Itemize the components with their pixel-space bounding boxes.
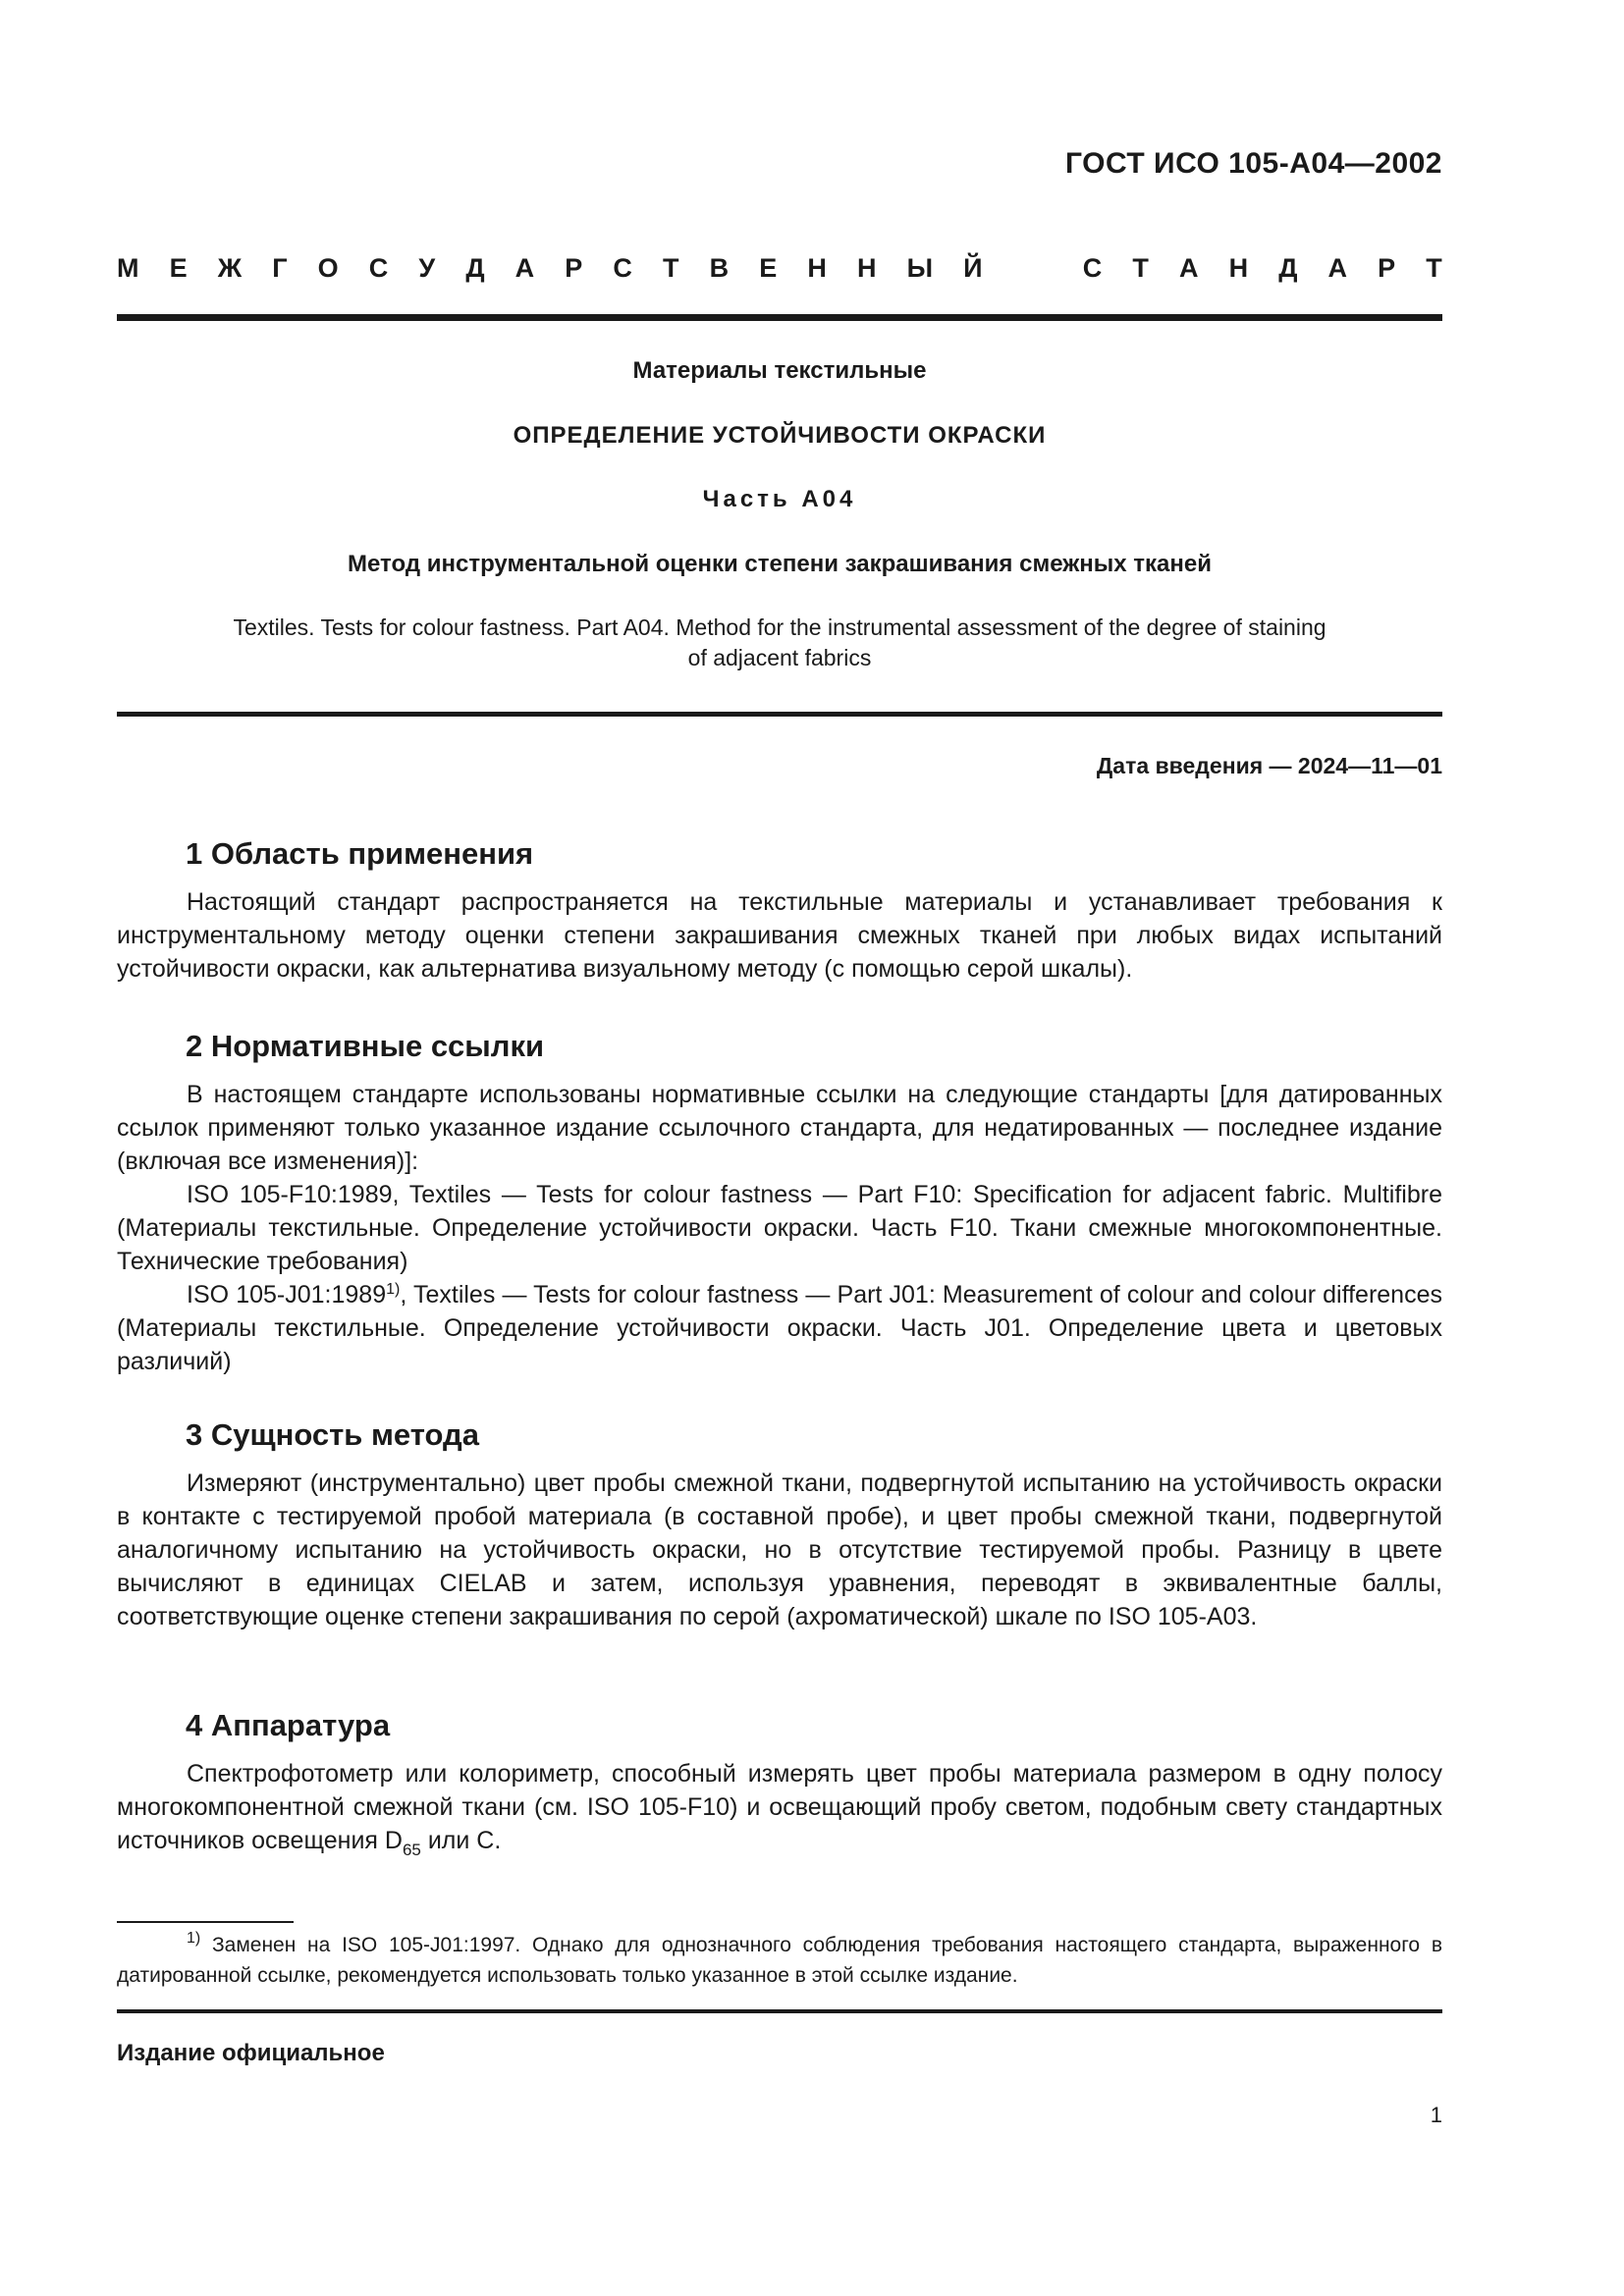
heading-letter: С xyxy=(368,253,389,283)
document-page xyxy=(117,0,1442,2296)
section-title: 3 Сущность метода xyxy=(186,1417,479,1452)
heading-letter: Г xyxy=(272,253,288,283)
reference-code: ISO 105-J01:1989 xyxy=(187,1281,387,1308)
introduction-date: Дата введения — 2024—11—01 xyxy=(1096,753,1442,778)
heading-letter: М xyxy=(117,253,139,283)
heading-letter: Д xyxy=(1278,253,1298,283)
heading-letter: Ж xyxy=(217,253,243,283)
heading-letter: Т xyxy=(1132,253,1149,283)
section-title: 2 Нормативные ссылки xyxy=(186,1029,545,1063)
heading-letter: С xyxy=(1082,253,1103,283)
heading-letter: Н xyxy=(856,253,877,283)
section-paragraph: Настоящий стандарт распространяется на текстильные материалы и устанавливает требования к инструментальному методу оценки степени закрашивания смежных тканей при любых видах испытаний устойчивости окраски, как альтернатива визуальному методу (с помощью серой шкалы). xyxy=(117,888,1442,983)
section-paragraph: В настоящем стандарте использованы нормативные ссылки на следующие стандарты [для датированных ссылок применяют только указанное издание ссылочного стандарта, для недатированных — последнее издание (включая все изменения)]: xyxy=(117,1081,1442,1175)
page-number: 1 xyxy=(1430,2103,1442,2127)
heading-letter: А xyxy=(514,253,535,283)
title-english-line2: of adjacent fabrics xyxy=(687,645,872,670)
paragraph-text: Спектрофотометр или колориметр, способный измерять цвет пробы материала размером в одну полосу многокомпонентной смежной ткани (см. ISO 105-F10) и освещающий пробу светом, подобным свету стандартных источников освещения D xyxy=(117,1760,1442,1854)
footer-rule xyxy=(117,2009,1442,2013)
heading-letter: Е xyxy=(169,253,188,283)
heading-letter: Т xyxy=(663,253,679,283)
paragraph-text-end: или C. xyxy=(420,1827,502,1854)
section-apparatus xyxy=(117,1708,1442,1857)
heading-letter: Н xyxy=(807,253,827,283)
footnote-text: Заменен на ISO 105-J01:1997. Однако для однозначного соблюдения требования настоящего стандарта, выраженного в датированной ссылке, рекомендуется использовать только указанное в этой ссылке издание. xyxy=(117,1934,1442,1987)
reference-iso-j01 xyxy=(117,1278,1442,1378)
title-part: Часть A04 xyxy=(702,486,857,512)
footnote-separator xyxy=(117,1921,294,1923)
heading-word-gap xyxy=(1013,253,1053,284)
standard-designation: ГОСТ ИСО 105-A04—2002 xyxy=(1065,147,1442,180)
heading-letter: Р xyxy=(1378,253,1396,283)
section-normative-references xyxy=(117,1029,1442,1378)
reference-iso-f10: ISO 105-F10:1989, Textiles — Tests for colour fastness — Part F10: Specification for adjacent fabric. Multifibre (Материалы текстильные. Определение устойчивости окраски. Часть F10. Ткани смежные многокомпонентные. Технические требования) xyxy=(117,1181,1442,1275)
section-title: 4 Аппаратура xyxy=(186,1708,391,1742)
heading-letter: Й xyxy=(963,253,983,283)
footnote-marker: 1) xyxy=(187,1930,201,1947)
heading-letter: Т xyxy=(1426,253,1442,283)
section-paragraph: Измеряют (инструментально) цвет пробы смежной ткани, подвергнутой испытанию на устойчивость окраски в контакте с тестируемой пробой материала (в составной пробе), и цвет пробы смежной ткани, подвергнутой аналогичному испытанию на устойчивость окраски, но в отсутствие тестируемой пробы. Разницу в цвете вычисляют в единицах CIELAB и затем, используя уравнения, переводят в эквивалентные баллы, соответствующие оценке степени закрашивания по серой (ахроматической) шкале по ISO 105-A03. xyxy=(117,1469,1442,1630)
heading-letter: У xyxy=(418,253,436,283)
heading-letter: О xyxy=(317,253,339,283)
official-edition-label: Издание официальное xyxy=(117,2040,385,2066)
title-group: Материалы текстильные xyxy=(632,357,927,384)
heading-letter: А xyxy=(1327,253,1348,283)
heading-letter: В xyxy=(709,253,730,283)
illuminant-subscript: 65 xyxy=(402,1841,421,1859)
heading-letter: С xyxy=(613,253,632,283)
section-scope xyxy=(117,836,1442,986)
reference-text: , Textiles — Tests for colour fastness — Part J01: Measurement of colour and colour differences (Материалы текстильные. Определение устойчивости окраски. Часть J01. Определение цвета и цветовых различий) xyxy=(117,1281,1442,1375)
interstate-standard-heading xyxy=(117,253,1442,284)
top-rule xyxy=(117,314,1442,321)
heading-letter: А xyxy=(1178,253,1199,283)
title-main: ОПРЕДЕЛЕНИЕ УСТОЙЧИВОСТИ ОКРАСКИ xyxy=(513,422,1047,449)
section-method-principle xyxy=(117,1417,1442,1633)
heading-letter: Д xyxy=(465,253,485,283)
heading-letter: Р xyxy=(565,253,583,283)
heading-letter: Ы xyxy=(906,253,934,283)
section-title: 1 Область применения xyxy=(186,836,534,871)
title-method: Метод инструментальной оценки степени закрашивания смежных тканей xyxy=(348,551,1212,577)
footnote-marker: 1) xyxy=(386,1281,401,1298)
heading-letter: Н xyxy=(1228,253,1249,283)
title-english-line1: Textiles. Tests for colour fastness. Part A04. Method for the instrumental assessment of the degree of staining xyxy=(233,614,1326,640)
footnote xyxy=(117,1930,1442,1991)
title-english xyxy=(117,613,1442,673)
title-bottom-rule xyxy=(117,712,1442,717)
heading-letter: Е xyxy=(759,253,778,283)
section-paragraph xyxy=(117,1757,1442,1857)
